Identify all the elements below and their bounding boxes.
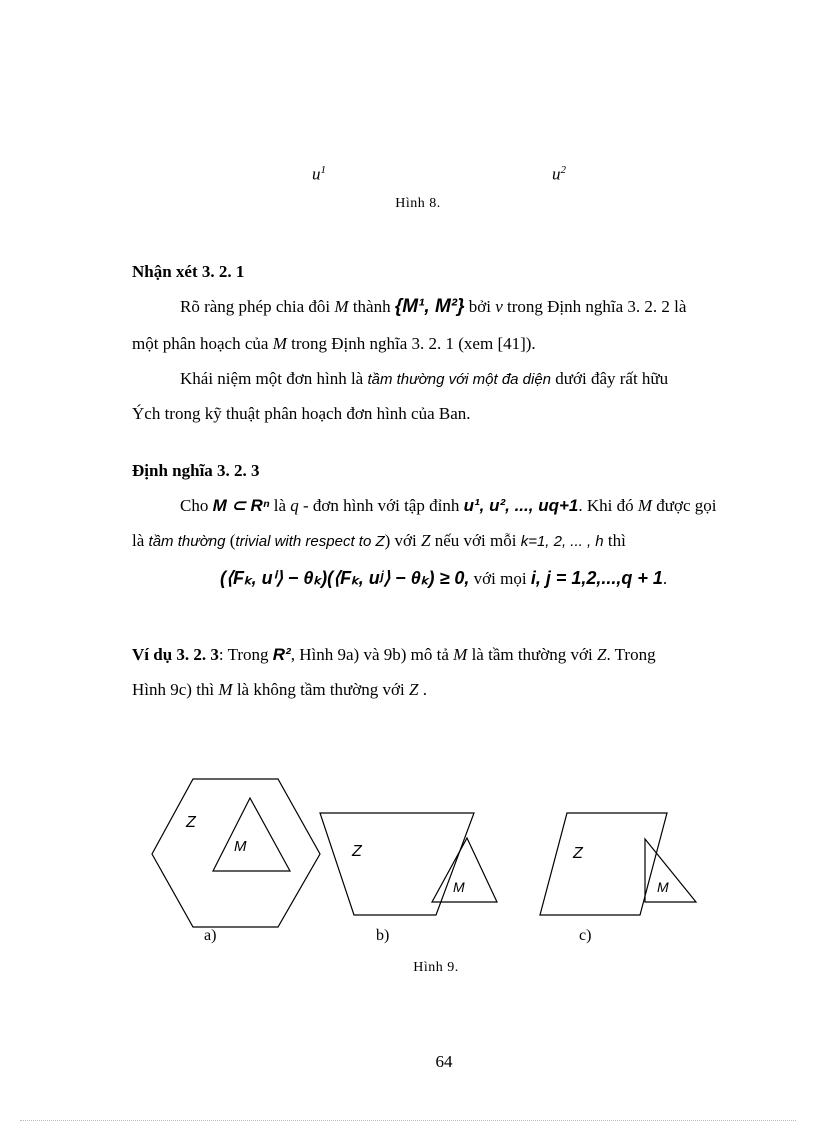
fig9-caption: Hình 9. — [413, 960, 459, 975]
definition-formula: (⟨Fₖ, uⁱ⟩ − θₖ)(⟨Fₖ, uʲ⟩ − θₖ) ≥ 0, với mọi i, j = 1,2,...,q + 1. — [220, 568, 668, 588]
example-line-2: Hình 9c) thì M là không tầm thường với Z . — [132, 680, 427, 699]
fig9a-M-label: M — [234, 838, 247, 855]
fig9b-trapezoid-Z — [320, 813, 474, 915]
fig9c-Z-label: Z — [573, 845, 583, 862]
page-number: 64 — [435, 1052, 453, 1071]
example-line-1: Ví dụ 3. 2. 3: Trong R², Hình 9a) và 9b) mô tả M là tầm thường với Z. Trong — [132, 645, 656, 664]
fig9c-triangle-M — [645, 839, 696, 902]
fig9c-parallelogram-Z — [540, 813, 667, 915]
fig9-sub-c: c) — [579, 927, 592, 944]
fig9-diagram — [0, 770, 816, 950]
fig9c-M-label: M — [657, 879, 669, 895]
remark-line-4: Ých trong kỹ thuật phân hoạch đơn hình của Ban. — [132, 404, 471, 423]
remark-line-1: Rõ ràng phép chia đôi M thành {M¹, M²} bởi v trong Định nghĩa 3. 2. 2 là — [180, 296, 687, 317]
remark-line-2: một phân hoạch của M trong Định nghĩa 3. 2. 1 (xem [41]). — [132, 334, 536, 353]
fig8-u2-label: $u^2$ — [552, 164, 566, 184]
page-bottom-divider — [20, 1120, 796, 1121]
definition-heading: Định nghĩa 3. 2. 3 — [132, 461, 260, 480]
fig9a-triangle-M — [213, 798, 290, 871]
remark-line-3: Khái niệm một đơn hình là tầm thường với một đa diện dưới đây rất hữu — [180, 369, 669, 388]
definition-line-1: Cho M ⊂ Rⁿ là q - đơn hình với tập đỉnh u¹, u², ..., uq+1. Khi đó M được gọi — [180, 496, 717, 515]
fig9-sub-a: a) — [204, 927, 217, 944]
fig9b-Z-label: Z — [352, 843, 362, 860]
fig9b-M-label: M — [453, 879, 465, 895]
fig8-caption: Hình 8. — [395, 196, 441, 211]
remark-heading: Nhận xét 3. 2. 1 — [132, 262, 245, 281]
fig9-sub-b: b) — [376, 927, 390, 944]
fig8-u1-label: $u^1$ — [312, 164, 326, 184]
definition-line-2: là tầm thường (trivial with respect to Z) với Z nếu với mỗi k=1, 2, ... , h thì — [132, 531, 626, 550]
fig9a-Z-label: Z — [186, 814, 196, 831]
